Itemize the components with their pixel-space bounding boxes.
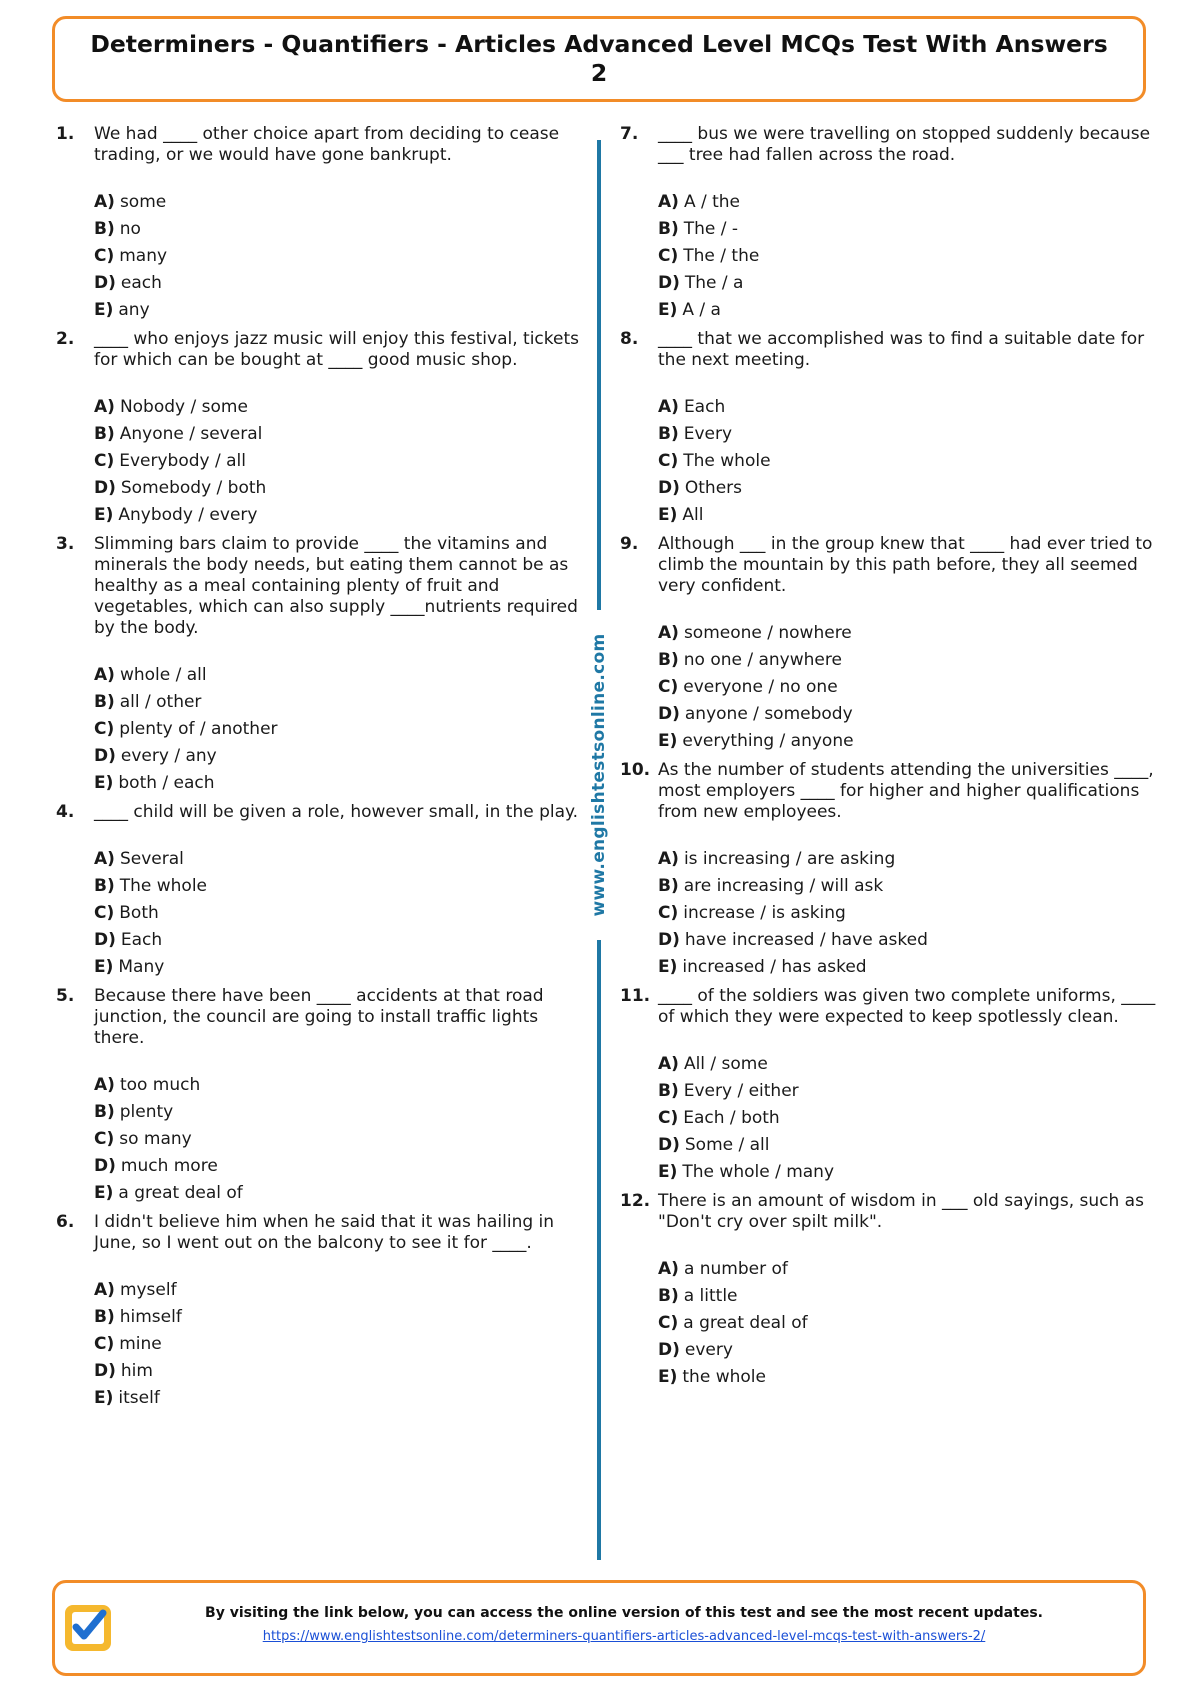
option-text: every <box>684 1340 733 1360</box>
option-text: plenty <box>119 1102 174 1122</box>
answer-option[interactable] <box>658 1051 1160 1078</box>
footer-note: By visiting the link below, you can access the online version of this test and see the most recent updates. <box>205 1605 1043 1621</box>
option-letter: A) <box>658 623 679 643</box>
question <box>56 329 586 529</box>
option-text: too much <box>119 1075 201 1095</box>
answer-option[interactable] <box>94 1126 586 1153</box>
question-text: ____ that we accomplished was to find a suitable date for the next meeting. <box>658 329 1145 370</box>
answer-option[interactable] <box>658 900 1160 927</box>
answer-option[interactable] <box>94 216 586 243</box>
option-text: whole / all <box>119 665 207 685</box>
answer-option[interactable] <box>658 1310 1160 1337</box>
option-text: The / a <box>684 273 744 293</box>
answer-option[interactable] <box>94 743 586 770</box>
answer-option[interactable] <box>94 927 586 954</box>
question-text: ____ child will be given a role, however small, in the play. <box>94 802 579 822</box>
option-text: Every / either <box>683 1081 799 1101</box>
answer-option[interactable] <box>658 1159 1160 1186</box>
answer-options <box>658 846 1160 981</box>
question-number: 1. <box>56 124 75 144</box>
option-text: The whole / many <box>682 1162 835 1182</box>
option-text: Many <box>118 957 165 977</box>
option-letter: A) <box>658 397 679 417</box>
option-letter: C) <box>658 1108 679 1128</box>
option-letter: D) <box>94 746 116 766</box>
option-letter: E) <box>94 505 114 525</box>
answer-options <box>658 394 1160 529</box>
option-letter: C) <box>94 451 115 471</box>
option-text: everything / anyone <box>682 731 854 751</box>
option-text: the whole <box>682 1367 766 1387</box>
option-text: himself <box>119 1307 182 1327</box>
question <box>620 534 1160 755</box>
question-number: 7. <box>620 124 639 144</box>
option-letter: C) <box>94 903 115 923</box>
question-number: 10. <box>620 760 651 780</box>
option-text: Some / all <box>684 1135 770 1155</box>
option-text: so many <box>119 1129 192 1149</box>
option-text: Each <box>120 930 163 950</box>
answer-options <box>658 620 1160 755</box>
option-letter: C) <box>658 246 679 266</box>
question-number: 3. <box>56 534 75 554</box>
option-letter: E) <box>94 1388 114 1408</box>
option-text: The / - <box>683 219 739 239</box>
question-number: 5. <box>56 986 75 1006</box>
question-text: As the number of students attending the universities ____, most employers ____ for higher and higher qualifications from new employees. <box>658 760 1154 822</box>
option-text: are increasing / will ask <box>683 876 884 896</box>
answer-option[interactable] <box>658 1256 1160 1283</box>
question-number: 9. <box>620 534 639 554</box>
answer-option[interactable] <box>658 954 1160 981</box>
question <box>620 986 1160 1186</box>
option-text: A / a <box>682 300 721 320</box>
option-text: much more <box>120 1156 218 1176</box>
option-letter: E) <box>658 957 678 977</box>
footer-text <box>125 1605 1123 1644</box>
option-letter: C) <box>94 246 115 266</box>
answer-option[interactable] <box>94 243 586 270</box>
answer-option[interactable] <box>94 1358 586 1385</box>
option-letter: D) <box>658 1135 680 1155</box>
option-letter: D) <box>94 478 116 498</box>
option-letter: B) <box>658 1081 679 1101</box>
option-letter: B) <box>658 219 679 239</box>
title-box <box>52 16 1146 102</box>
option-letter: E) <box>658 505 678 525</box>
question <box>56 1212 586 1412</box>
option-text: Anybody / every <box>118 505 258 525</box>
option-text: all / other <box>119 692 202 712</box>
option-text: itself <box>118 1388 160 1408</box>
answer-option[interactable] <box>94 900 586 927</box>
option-letter: B) <box>94 1102 115 1122</box>
answer-option[interactable] <box>658 1105 1160 1132</box>
answer-option[interactable] <box>658 620 1160 647</box>
question-number: 2. <box>56 329 75 349</box>
answer-options <box>94 662 586 797</box>
option-letter: E) <box>658 1162 678 1182</box>
answer-option[interactable] <box>94 1180 586 1207</box>
option-letter: E) <box>94 300 114 320</box>
questions-left-column <box>56 124 586 1417</box>
option-text: any <box>118 300 150 320</box>
option-letter: A) <box>94 397 115 417</box>
question-text: We had ____ other choice apart from deciding to cease trading, or we would have gone bankrupt. <box>94 124 560 165</box>
answer-option[interactable] <box>94 189 586 216</box>
answer-option[interactable] <box>94 270 586 297</box>
question <box>56 124 586 324</box>
option-letter: A) <box>94 192 115 212</box>
answer-option[interactable] <box>658 448 1160 475</box>
option-text: Nobody / some <box>119 397 248 417</box>
option-text: no <box>119 219 141 239</box>
option-letter: B) <box>94 876 115 896</box>
option-letter: B) <box>658 1286 679 1306</box>
option-letter: E) <box>658 1367 678 1387</box>
option-letter: B) <box>658 650 679 670</box>
option-text: The whole <box>683 451 771 471</box>
answer-option[interactable] <box>658 297 1160 324</box>
question-text: Slimming bars claim to provide ____ the vitamins and minerals the body needs, but eating them cannot be as healthy as a meal containing plenty of fruit and vegetables, which can also supply ____nutrients required by the body. <box>94 534 578 638</box>
answer-option[interactable] <box>94 846 586 873</box>
option-text: a number of <box>683 1259 788 1279</box>
answer-options <box>94 394 586 529</box>
question-number: 11. <box>620 986 651 1006</box>
footer-box <box>52 1580 1146 1676</box>
option-text: All <box>682 505 704 525</box>
option-letter: C) <box>94 1334 115 1354</box>
answer-options <box>94 1277 586 1412</box>
answer-option[interactable] <box>658 674 1160 701</box>
answer-option[interactable] <box>94 394 586 421</box>
answer-option[interactable] <box>658 1132 1160 1159</box>
answer-option[interactable] <box>94 1099 586 1126</box>
option-text: no one / anywhere <box>683 650 842 670</box>
answer-option[interactable] <box>658 189 1160 216</box>
answer-option[interactable] <box>94 1304 586 1331</box>
answer-options <box>658 189 1160 324</box>
column-divider-top <box>597 140 601 610</box>
question <box>620 760 1160 981</box>
answer-option[interactable] <box>94 297 586 324</box>
question-number: 12. <box>620 1191 651 1211</box>
option-letter: B) <box>658 424 679 444</box>
answer-option[interactable] <box>94 448 586 475</box>
answer-option[interactable] <box>658 927 1160 954</box>
answer-option[interactable] <box>658 243 1160 270</box>
answer-option[interactable] <box>658 873 1160 900</box>
option-letter: D) <box>658 478 680 498</box>
option-text: plenty of / another <box>119 719 278 739</box>
option-text: each <box>120 273 162 293</box>
answer-option[interactable] <box>658 502 1160 529</box>
answer-option[interactable] <box>94 1153 586 1180</box>
option-letter: B) <box>94 1307 115 1327</box>
option-text: both / each <box>118 773 215 793</box>
option-text: A / the <box>683 192 741 212</box>
option-letter: D) <box>658 1340 680 1360</box>
option-letter: D) <box>94 273 116 293</box>
option-letter: A) <box>658 192 679 212</box>
option-text: have increased / have asked <box>684 930 928 950</box>
option-text: a little <box>683 1286 738 1306</box>
question <box>620 1191 1160 1391</box>
checkbox-icon <box>63 1603 113 1653</box>
option-text: someone / nowhere <box>683 623 852 643</box>
option-letter: A) <box>94 849 115 869</box>
answer-option[interactable] <box>94 873 586 900</box>
option-text: every / any <box>120 746 217 766</box>
answer-option[interactable] <box>658 846 1160 873</box>
answer-option[interactable] <box>94 502 586 529</box>
option-text: many <box>119 246 168 266</box>
answer-options <box>94 189 586 324</box>
option-letter: D) <box>658 930 680 950</box>
option-text: The whole <box>119 876 208 896</box>
option-text: everyone / no one <box>683 677 838 697</box>
question-text: Although ___ in the group knew that ____ had ever tried to climb the mountain by this path before, they all seemed very confident. <box>658 534 1153 596</box>
option-text: a great deal of <box>683 1313 808 1333</box>
answer-option[interactable] <box>658 1337 1160 1364</box>
option-text: a great deal of <box>118 1183 243 1203</box>
answer-option[interactable] <box>658 647 1160 674</box>
question <box>620 124 1160 324</box>
option-text: Others <box>684 478 743 498</box>
option-letter: C) <box>658 1313 679 1333</box>
column-divider-bottom <box>597 940 601 1560</box>
option-text: Every <box>683 424 733 444</box>
option-letter: E) <box>658 300 678 320</box>
option-letter: C) <box>658 903 679 923</box>
option-letter: E) <box>658 731 678 751</box>
option-text: Both <box>119 903 159 923</box>
option-text: increased / has asked <box>682 957 867 977</box>
answer-option[interactable] <box>658 394 1160 421</box>
option-letter: C) <box>658 451 679 471</box>
option-text: Everybody / all <box>119 451 247 471</box>
answer-option[interactable] <box>658 475 1160 502</box>
answer-option[interactable] <box>658 1364 1160 1391</box>
option-letter: B) <box>94 219 115 239</box>
option-letter: B) <box>94 692 115 712</box>
page-title: Determiners - Quantifiers - Articles Advanced Level MCQs Test With Answers 2 <box>90 30 1108 87</box>
answer-option[interactable] <box>94 662 586 689</box>
question-text: ____ of the soldiers was given two complete uniforms, ____ of which they were expected to keep spotlessly clean. <box>658 986 1156 1027</box>
option-letter: A) <box>94 1280 115 1300</box>
question <box>56 986 586 1207</box>
option-letter: E) <box>94 773 114 793</box>
option-text: Several <box>119 849 184 869</box>
answer-option[interactable] <box>94 716 586 743</box>
answer-option[interactable] <box>94 421 586 448</box>
answer-option[interactable] <box>94 1385 586 1412</box>
answer-option[interactable] <box>658 728 1160 755</box>
question-text: I didn't believe him when he said that it was hailing in June, so I went out on the balcony to see it for ____. <box>94 1212 555 1253</box>
answer-options <box>94 1072 586 1207</box>
question-text: ____ who enjoys jazz music will enjoy this festival, tickets for which can be bought at ____ good music shop. <box>94 329 579 370</box>
option-text: Each / both <box>683 1108 780 1128</box>
option-letter: A) <box>658 1054 679 1074</box>
option-letter: D) <box>94 1361 116 1381</box>
footer-link[interactable]: https://www.englishtestsonline.com/determiners-quantifiers-articles-advanced-level-mcqs-test-with-answers-2/ <box>262 1629 986 1644</box>
option-text: The / the <box>683 246 760 266</box>
question-text: ____ bus we were travelling on stopped suddenly because ___ tree had fallen across the road. <box>658 124 1151 165</box>
option-letter: A) <box>658 849 679 869</box>
question <box>620 329 1160 529</box>
option-letter: B) <box>658 876 679 896</box>
answer-option[interactable] <box>658 421 1160 448</box>
watermark-url: www.englishtestsonline.com <box>589 633 609 917</box>
option-letter: D) <box>658 273 680 293</box>
option-text: Anyone / several <box>119 424 263 444</box>
question-number: 8. <box>620 329 639 349</box>
answer-option[interactable] <box>94 475 586 502</box>
option-text: is increasing / are asking <box>683 849 896 869</box>
answer-options <box>94 846 586 981</box>
answer-option[interactable] <box>94 770 586 797</box>
answer-option[interactable] <box>658 1078 1160 1105</box>
answer-option[interactable] <box>658 216 1160 243</box>
answer-option[interactable] <box>658 701 1160 728</box>
option-letter: C) <box>658 677 679 697</box>
option-letter: E) <box>94 1183 114 1203</box>
question-text: Because there have been ____ accidents at that road junction, the council are going to install traffic lights there. <box>94 986 544 1048</box>
answer-option[interactable] <box>94 954 586 981</box>
option-letter: D) <box>658 704 680 724</box>
questions-right-column <box>620 124 1160 1396</box>
answer-option[interactable] <box>658 1283 1160 1310</box>
option-text: him <box>120 1361 153 1381</box>
question-text: There is an amount of wisdom in ___ old sayings, such as "Don't cry over spilt milk". <box>658 1191 1144 1232</box>
answer-option[interactable] <box>94 1072 586 1099</box>
option-text: myself <box>119 1280 177 1300</box>
option-text: Each <box>683 397 726 417</box>
option-letter: A) <box>94 1075 115 1095</box>
option-text: mine <box>119 1334 162 1354</box>
option-text: some <box>119 192 167 212</box>
question <box>56 802 586 981</box>
option-letter: D) <box>94 1156 116 1176</box>
answer-options <box>658 1051 1160 1186</box>
answer-option[interactable] <box>94 1331 586 1358</box>
option-letter: C) <box>94 719 115 739</box>
answer-options <box>658 1256 1160 1391</box>
option-letter: C) <box>94 1129 115 1149</box>
option-letter: B) <box>94 424 115 444</box>
option-text: anyone / somebody <box>684 704 853 724</box>
question-number: 6. <box>56 1212 75 1232</box>
option-text: All / some <box>683 1054 768 1074</box>
answer-option[interactable] <box>94 689 586 716</box>
option-letter: A) <box>94 665 115 685</box>
option-letter: E) <box>94 957 114 977</box>
option-letter: D) <box>94 930 116 950</box>
option-letter: A) <box>658 1259 679 1279</box>
answer-option[interactable] <box>658 270 1160 297</box>
answer-option[interactable] <box>94 1277 586 1304</box>
option-text: Somebody / both <box>120 478 267 498</box>
option-text: increase / is asking <box>683 903 846 923</box>
question <box>56 534 586 797</box>
question-number: 4. <box>56 802 75 822</box>
